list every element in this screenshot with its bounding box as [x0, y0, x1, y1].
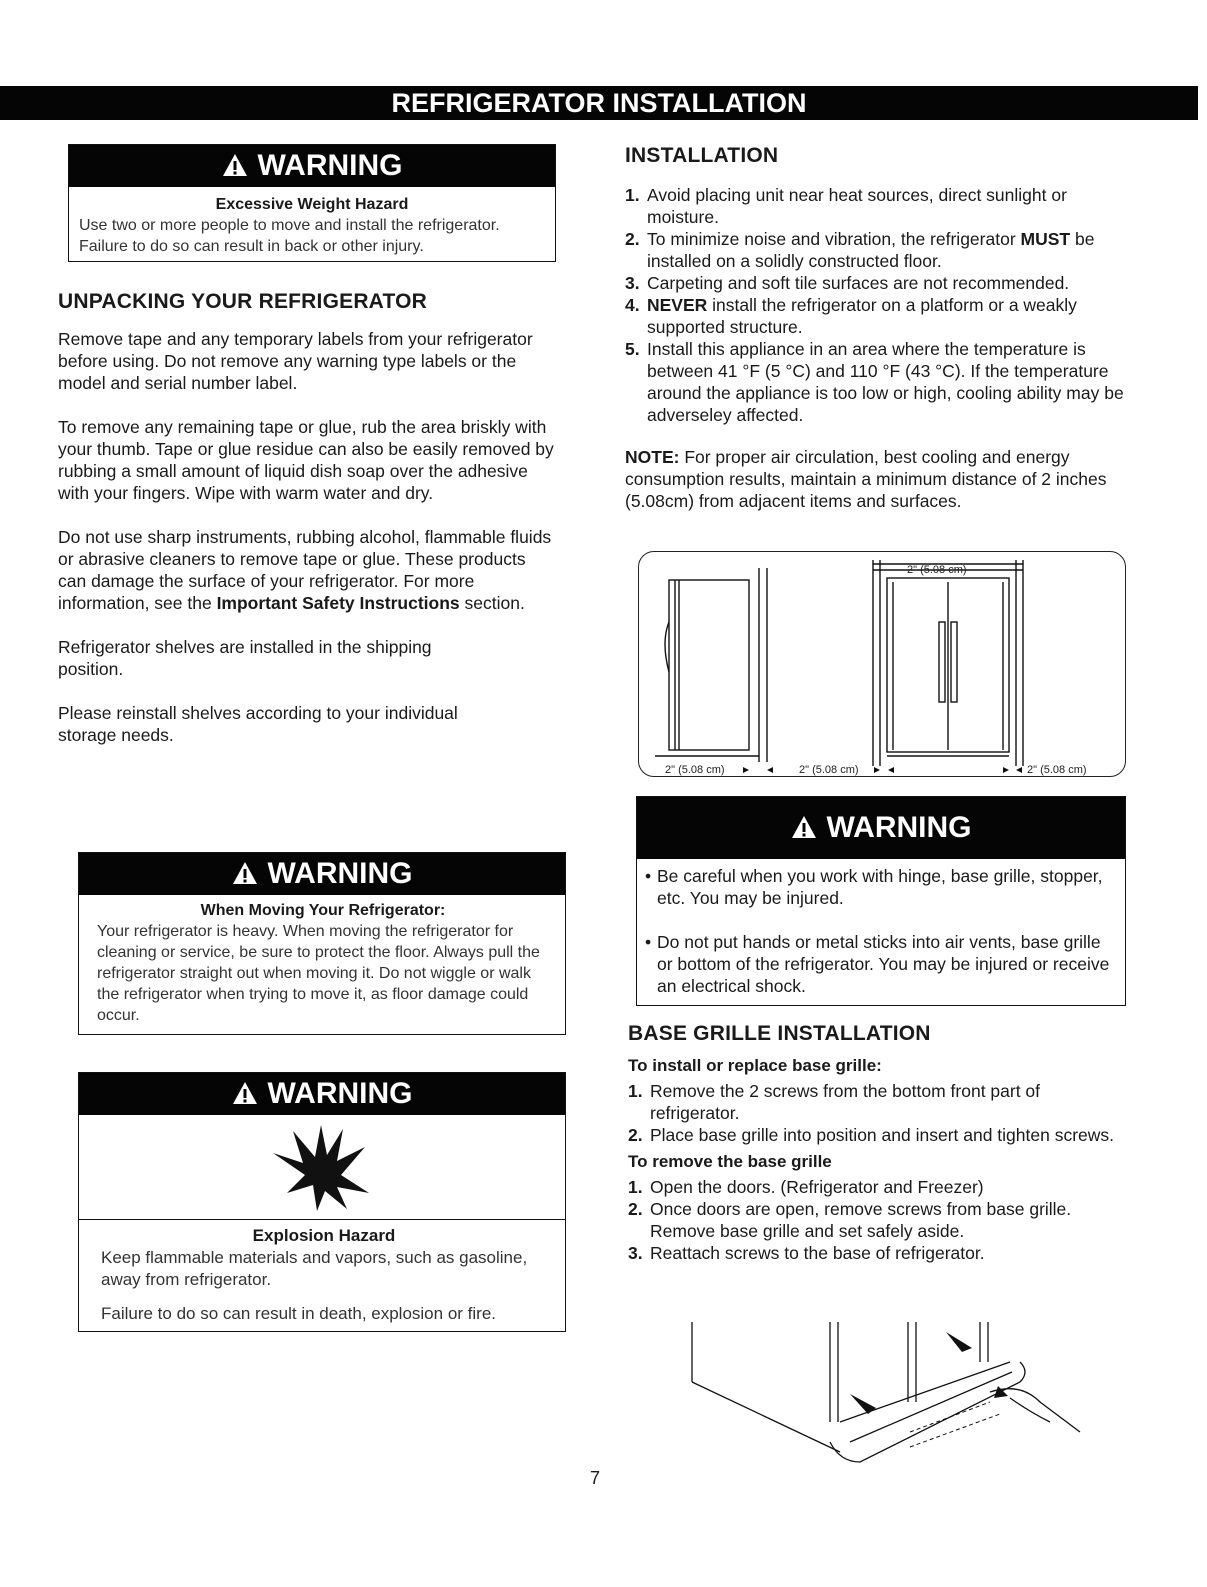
page-banner: REFRIGERATOR INSTALLATION	[0, 86, 1198, 120]
clearance-diagram	[638, 551, 1126, 777]
warning-title: Explosion Hazard	[252, 1226, 396, 1245]
clearance-label-top: 2" (5.08 cm)	[907, 564, 967, 576]
section-heading-unpacking: UNPACKING YOUR REFRIGERATOR	[58, 290, 428, 313]
warning-text: Failure to do so can result in death, explosion or fire.	[101, 1304, 496, 1323]
right-column	[625, 144, 1135, 512]
warning-label: WARNING	[267, 1077, 413, 1110]
list-item: 2. To minimize noise and vibration, the refrigerator MUST be installed on a solidly constructed floor.	[625, 229, 1095, 271]
warning-triangle-icon	[791, 815, 817, 839]
paragraph: Refrigerator shelves are installed in the shipping position.	[58, 637, 432, 679]
remove-grille-list	[628, 1176, 1128, 1264]
warning-header	[637, 797, 1125, 859]
warning-text: Your refrigerator is heavy. When moving the refrigerator for cleaning or service, be sure to protect the floor. Always pull the refrigerator straight out when moving it. Do not wiggle or walk the refrigerator when trying to move it, as floor damage could occur.	[97, 923, 540, 1024]
subheading: To install or replace base grille:	[628, 1056, 882, 1075]
warning-header	[79, 1073, 565, 1115]
note-paragraph: NOTE: For proper air circulation, best cooling and energy consumption results, maintain a minimum distance of 2 inches (5.08cm) from adjacent items and surfaces.	[625, 447, 1107, 511]
list-item: 3. Reattach screws to the base of refrigerator.	[628, 1243, 985, 1263]
warning-title: When Moving Your Refrigerator:	[200, 902, 446, 919]
note-label: NOTE:	[625, 447, 680, 467]
explosion-icon-area	[79, 1115, 565, 1220]
bold-reference: Important Safety Instructions	[216, 593, 460, 613]
list-item: 4. NEVER install the refrigerator on a platform or a weakly supported structure.	[625, 295, 1077, 337]
warning-bullet: • Be careful when you work with hinge, base grille, stopper, etc. You may be injured.	[645, 866, 1103, 908]
paragraph: Remove tape and any temporary labels from your refrigerator before using. Do not remove any warning type labels or the model and serial number label.	[58, 329, 533, 393]
explosion-icon	[265, 1123, 375, 1213]
refrigerator-side-view-illustration	[639, 552, 1127, 778]
list-item: 2. Once doors are open, remove screws from base grille. Remove base grille and set safely aside.	[628, 1199, 1072, 1241]
subheading: To remove the base grille	[628, 1152, 832, 1171]
section-heading-installation: INSTALLATION	[625, 144, 779, 167]
list-item: 2. Place base grille into position and insert and tighten screws.	[628, 1125, 1115, 1145]
warning-title: Excessive Weight Hazard	[215, 196, 409, 213]
install-grille-list	[628, 1080, 1128, 1146]
clearance-label-side: 2" (5.08 cm)	[665, 764, 725, 776]
installation-list	[625, 184, 1135, 426]
warning-box-moving	[78, 852, 566, 1035]
warning-text: Keep flammable materials and vapors, such as gasoline, away from refrigerator.	[101, 1248, 528, 1289]
warning-box-hinge	[636, 796, 1126, 1006]
warning-label: WARNING	[257, 149, 403, 182]
list-item: 3. Carpeting and soft tile surfaces are not recommended.	[625, 273, 1070, 293]
list-item: 1. Open the doors. (Refrigerator and Freezer)	[628, 1177, 984, 1197]
clearance-label-right: 2" (5.08 cm)	[1027, 764, 1087, 776]
warning-text: Failure to do so can result in back or other injury.	[79, 238, 424, 255]
warning-triangle-icon	[232, 861, 258, 885]
left-column	[58, 144, 558, 746]
base-grille-illustration	[690, 1322, 1090, 1482]
warning-bullet: • Do not put hands or metal sticks into air vents, base grille or bottom of the refrigerator. You may be injured or receive an electrical shock.	[645, 932, 1110, 996]
paragraph: To remove any remaining tape or glue, rub the area briskly with your thumb. Tape or glue residue can also be easily removed by rubbing a small amount of liquid dish soap over the adhesive with your fingers. Wipe with warm water and dry.	[58, 417, 554, 503]
section-heading-base-grille: BASE GRILLE INSTALLATION	[628, 1022, 931, 1045]
list-item: 1. Avoid placing unit near heat sources, direct sunlight or moisture.	[625, 185, 1067, 227]
paragraph: Do not use sharp instruments, rubbing alcohol, flammable fluids or abrasive cleaners to remove tape or glue. These products can damage the surface of your refrigerator. For more information, see the Important Safety Instructions section.	[58, 527, 552, 613]
warning-label: WARNING	[267, 857, 413, 890]
warning-box-explosion	[78, 1072, 566, 1332]
paragraph: Please reinstall shelves according to your individual storage needs.	[58, 703, 458, 745]
warning-label: WARNING	[826, 811, 972, 844]
warning-triangle-icon	[232, 1081, 258, 1105]
warning-header	[79, 853, 565, 895]
warning-text: Use two or more people to move and install the refrigerator.	[79, 217, 500, 234]
page-number: 7	[590, 1468, 601, 1488]
warning-triangle-icon	[222, 153, 248, 177]
clearance-label-back: 2" (5.08 cm)	[799, 764, 859, 776]
base-grille-section	[628, 1022, 1128, 1264]
warning-header	[69, 145, 555, 187]
warning-box-weight	[68, 144, 556, 262]
list-item: 1. Remove the 2 screws from the bottom front part of refrigerator.	[628, 1081, 1041, 1123]
list-item: 5. Install this appliance in an area where the temperature is between 41 °F (5 °C) and 110 °F (43 °C). If the temperature around the appliance is too low or high, cooling ability may be adverseley affected.	[625, 339, 1124, 425]
